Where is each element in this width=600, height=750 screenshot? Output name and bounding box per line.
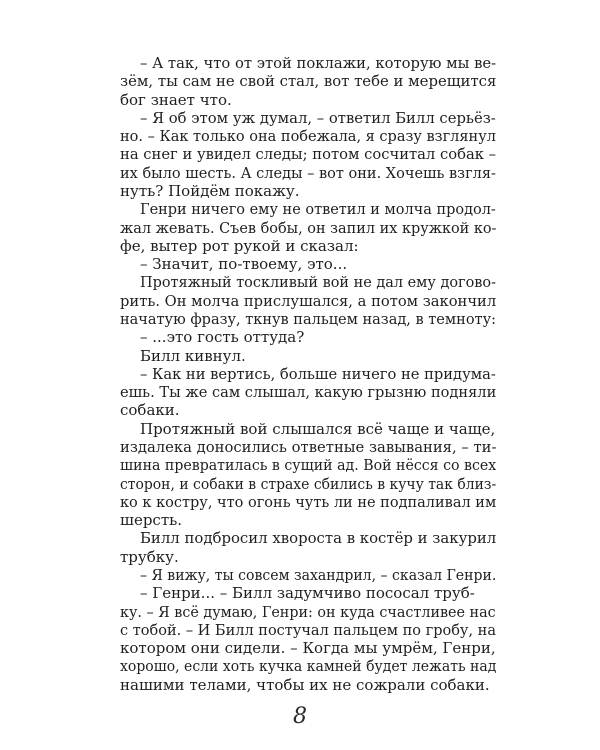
text-line: сторон, и собаки в страхе сбились в кучу так близ- <box>120 474 497 493</box>
text-line: жал жевать. Съев бобы, он запил их кружкой ко- <box>120 218 497 237</box>
text-line: бог знает что. <box>120 90 232 109</box>
text-line: Билл кивнул. <box>140 346 246 365</box>
text-line: хорошо, если хоть кучка камней будет лежать над <box>120 657 497 676</box>
text-line: на снег и увидел следы; потом сосчитал собак – <box>120 145 496 164</box>
text-line: шерсть. <box>120 511 183 530</box>
text-line: с тобой. – И Билл постучал пальцем по гробу, на <box>120 620 496 639</box>
text-line: – Значит, по-твоему, это... <box>140 255 348 274</box>
text-line: но. – Как только она побежала, я сразу взглянул <box>120 127 496 146</box>
text-line: ешь. Ты же сам слышал, какую грызню подняли <box>120 383 497 402</box>
text-line: шина превратилась в сущий ад. Вой нёсся со всех <box>120 456 497 475</box>
text-line: – А так, что от этой поклажи, которую мы ве- <box>140 54 497 72</box>
text-line: – Я об этом уж думал, – ответил Билл серьёз- <box>140 108 496 127</box>
text-line: Билл подбросил хвороста в костёр и закурил <box>140 529 497 548</box>
text-line: Протяжный вой слышался всё чаще и чаще, <box>140 419 496 438</box>
text-line: издалека доносились ответные завывания, – ти- <box>120 438 497 456</box>
text-line: их было шесть. А следы – вот они. Хочешь взгля- <box>120 163 496 182</box>
text-line: трубку. <box>120 547 179 566</box>
text-line: – Генри... – Билл задумчиво пососал труб- <box>140 584 475 603</box>
text-line: ку. – Я всё думаю, Генри: он куда счастливее нас <box>120 602 496 621</box>
text-line: – Я вижу, ты совсем захандрил, – сказал Генри. <box>140 566 497 584</box>
text-line: – Как ни вертись, больше ничего не придума- <box>140 364 496 383</box>
text-line: рить. Он молча прислушался, а потом закончил <box>120 291 497 310</box>
text-line: ко к костру, что огонь чуть ли не подпаливал им <box>120 492 497 511</box>
text-line: начатую фразу, ткнув пальцем назад, в темноту: <box>120 310 496 328</box>
text-line: котором они сидели. – Когда мы умрём, Генри, <box>120 639 496 658</box>
text-line: Протяжный тоскливый вой не дал ему догово- <box>140 273 496 292</box>
text-line: фе, вытер рот рукой и сказал: <box>120 236 359 255</box>
text-line: зём, ты сам не свой стал, вот тебе и мерещится <box>120 72 497 91</box>
text-line: нашими телами, чтобы их не сожрали собаки. <box>120 675 490 694</box>
text-line: нуть? Пойдём покажу. <box>120 182 300 200</box>
page-number: 8 <box>293 704 307 729</box>
text-line: – ...это гость оттуда? <box>140 328 305 347</box>
page-text-block <box>120 54 496 694</box>
text-line: собаки. <box>120 401 180 420</box>
text-line: Генри ничего ему не ответил и молча продол- <box>140 200 496 219</box>
